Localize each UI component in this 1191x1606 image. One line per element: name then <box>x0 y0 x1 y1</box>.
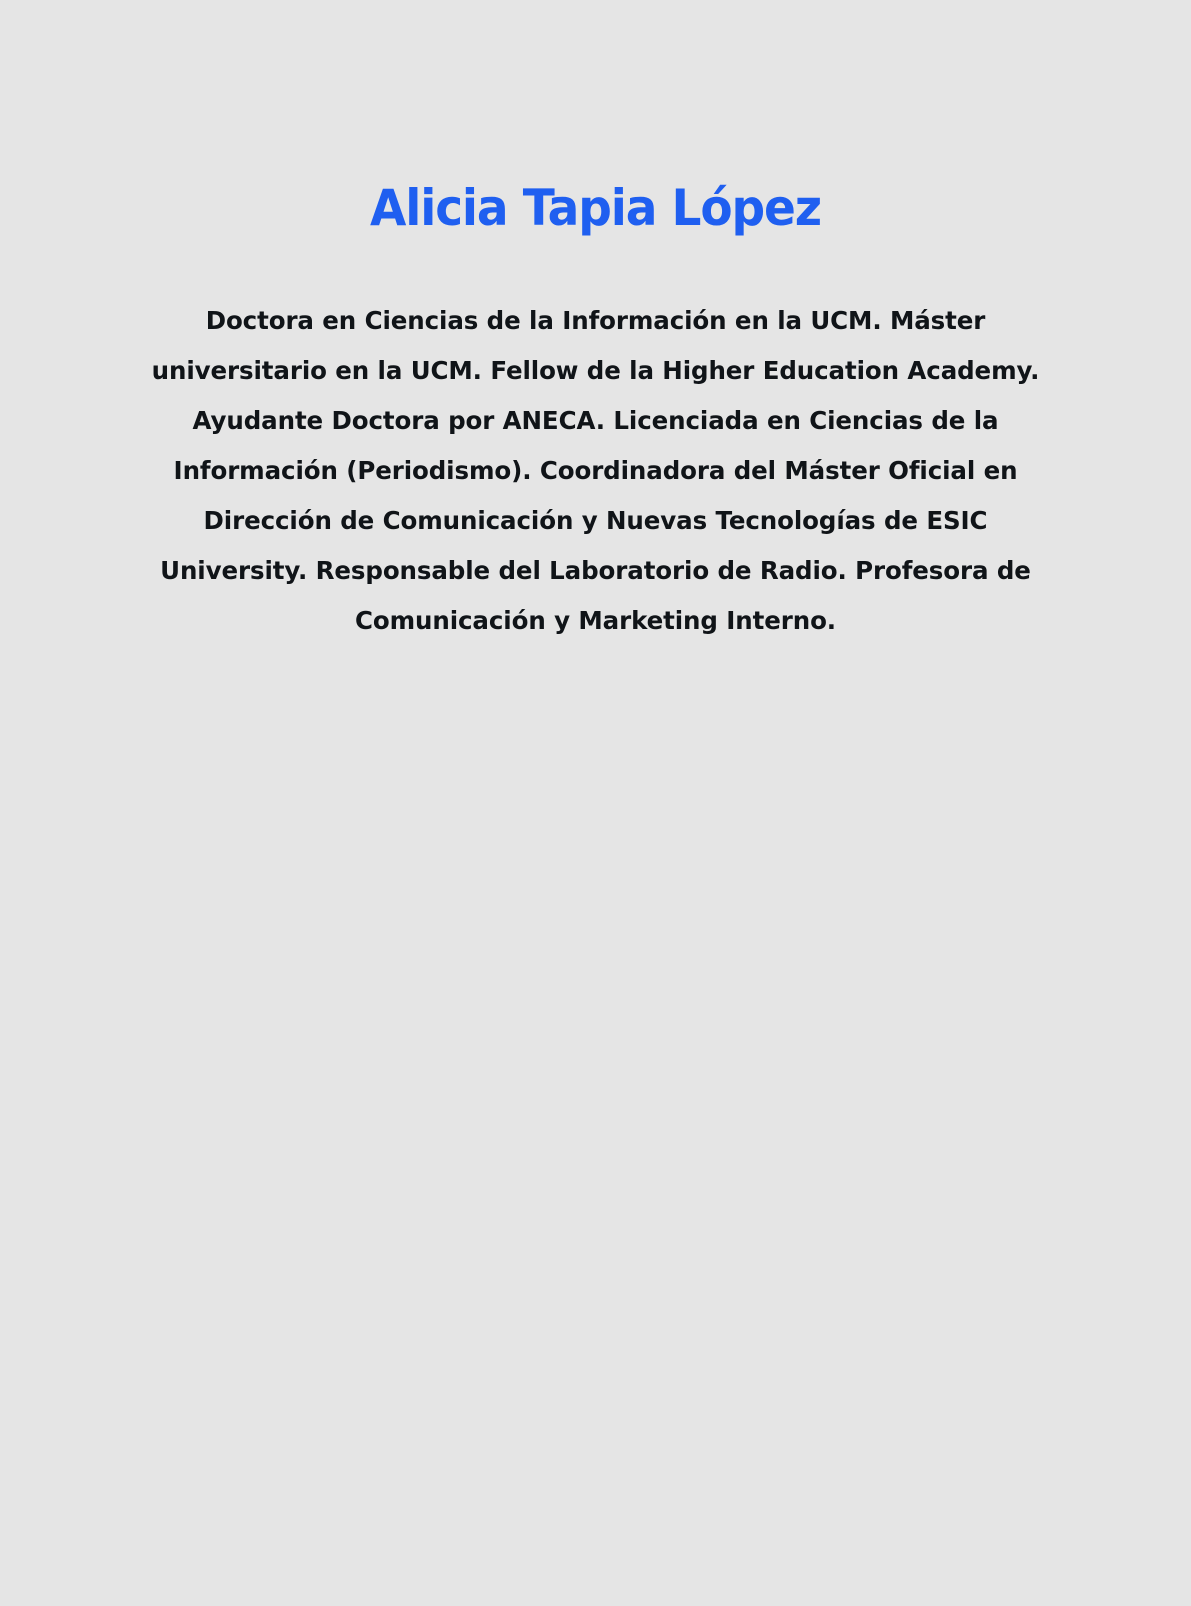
profile-block <box>0 178 1191 646</box>
page-title: Alicia Tapia López <box>369 179 821 237</box>
profile-bio-text: Doctora en Ciencias de la Información en la UCM. Máster universitario en la UCM. Fellow de la Higher Education Academy. Ayudante Doctora por ANECA. Licenciada en Ciencias de la Información (Periodismo). Coordinadora del Máster Oficial en Dirección de Comunicación y Nuevas Tecnologías de ESIC University. Responsable del Laboratorio de Radio. Profesora de Comunicación y Marketing Interno. <box>151 306 1040 635</box>
